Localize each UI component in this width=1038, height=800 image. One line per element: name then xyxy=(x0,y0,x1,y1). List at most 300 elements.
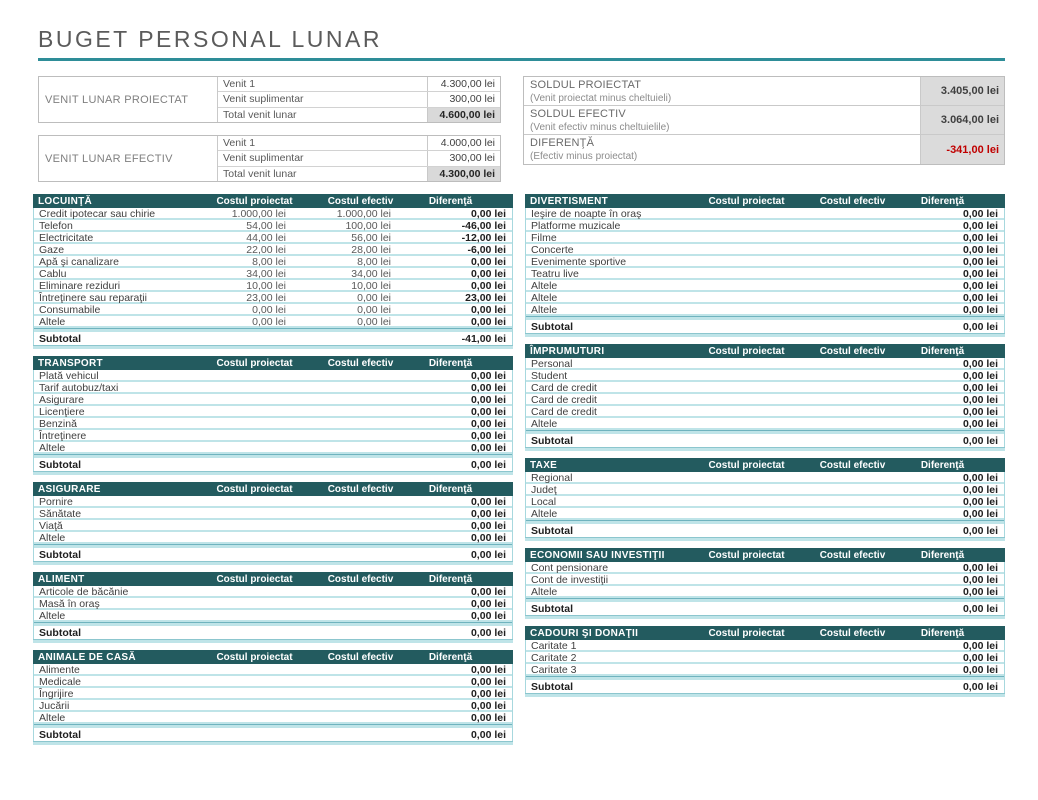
expense-row xyxy=(34,496,512,508)
expense-item-label: Altele xyxy=(39,316,66,328)
cell-difference: -6,00 lei xyxy=(467,244,506,256)
column-header-projected: Costul proiectat xyxy=(708,627,785,639)
income-value-cell[interactable]: 300,00 lei xyxy=(427,92,500,106)
balance-summary-box xyxy=(523,76,1005,165)
income-row xyxy=(218,151,500,166)
cell-projected[interactable]: 34,00 lei xyxy=(246,268,286,280)
summary-titles xyxy=(524,77,920,105)
expense-row xyxy=(526,652,1004,664)
expense-row xyxy=(526,394,1004,406)
cell-projected[interactable]: 10,00 lei xyxy=(246,280,286,292)
summary-titles xyxy=(524,135,920,164)
subtotal-label: Subtotal xyxy=(39,728,81,741)
expense-item-label: Concerte xyxy=(531,244,574,256)
expense-item-label: Electricitate xyxy=(39,232,94,244)
cell-difference: 0,00 lei xyxy=(470,316,506,328)
column-header-projected: Costul proiectat xyxy=(216,357,293,369)
expense-table-header xyxy=(525,344,1005,358)
expense-row xyxy=(526,472,1004,484)
subtotal-row xyxy=(526,320,1004,333)
column-header-actual: Costul efectiv xyxy=(327,573,394,585)
subtotal-row xyxy=(34,458,512,471)
expense-row xyxy=(526,496,1004,508)
expense-row xyxy=(34,520,512,532)
expense-table-body xyxy=(33,370,513,471)
cell-difference: 0,00 lei xyxy=(962,664,998,676)
expense-item-label: Altele xyxy=(531,586,558,598)
subtotal-row xyxy=(526,434,1004,447)
column-header-actual: Costul efectiv xyxy=(327,357,394,369)
expense-item-label: Întreţinere xyxy=(39,430,87,442)
income-value-cell[interactable]: 300,00 lei xyxy=(427,151,500,165)
expense-row xyxy=(34,280,512,292)
cell-projected[interactable]: 54,00 lei xyxy=(246,220,286,232)
expense-row xyxy=(526,256,1004,268)
cell-difference: 0,00 lei xyxy=(962,652,998,664)
cell-difference: 0,00 lei xyxy=(962,256,998,268)
summary-titles xyxy=(524,106,920,134)
cell-difference: 0,00 lei xyxy=(470,256,506,268)
expense-row xyxy=(34,208,512,220)
cell-difference: 0,00 lei xyxy=(962,382,998,394)
column-header-actual: Costul efectiv xyxy=(819,459,886,471)
table-bottom-strip xyxy=(525,615,1005,619)
cell-difference: 0,00 lei xyxy=(470,496,506,508)
expense-row xyxy=(34,712,512,724)
expense-column-right xyxy=(525,194,1005,704)
column-header-actual: Costul efectiv xyxy=(819,345,886,357)
category-name: ALIMENT xyxy=(38,573,85,585)
column-header-projected: Costul proiectat xyxy=(216,651,293,663)
cell-difference: 0,00 lei xyxy=(470,370,506,382)
cell-difference: 0,00 lei xyxy=(470,304,506,316)
expense-table xyxy=(525,626,1005,697)
cell-difference: 0,00 lei xyxy=(470,280,506,292)
cell-difference: 0,00 lei xyxy=(962,304,998,316)
column-header-projected: Costul proiectat xyxy=(216,195,293,207)
cell-difference: 0,00 lei xyxy=(470,394,506,406)
expense-row xyxy=(34,292,512,304)
column-header-actual: Costul efectiv xyxy=(327,195,394,207)
expense-row xyxy=(34,532,512,544)
cell-actual[interactable]: 100,00 lei xyxy=(345,220,391,232)
subtotal-label: Subtotal xyxy=(531,320,573,333)
cell-difference: 0,00 lei xyxy=(962,574,998,586)
column-header-difference: Diferenţă xyxy=(920,627,965,639)
expense-row xyxy=(526,292,1004,304)
expense-item-label: Local xyxy=(531,496,557,508)
expense-row xyxy=(34,610,512,622)
cell-actual[interactable]: 0,00 lei xyxy=(357,304,391,316)
expense-row xyxy=(34,664,512,676)
income-total-value: 4.600,00 lei xyxy=(427,108,500,122)
expense-item-label: Altele xyxy=(531,418,558,430)
expense-table-header xyxy=(33,482,513,496)
expense-table-body xyxy=(525,358,1005,447)
income-rows xyxy=(218,77,500,122)
income-row xyxy=(218,77,500,92)
expense-item-label: Apă şi canalizare xyxy=(39,256,119,268)
category-name: CADOURI ŞI DONAŢII xyxy=(530,627,639,639)
cell-difference: 0,00 lei xyxy=(962,370,998,382)
expense-item-label: Card de credit xyxy=(531,382,597,394)
expense-item-label: Evenimente sportive xyxy=(531,256,627,268)
expense-row xyxy=(34,688,512,700)
summary-subtitle: (Venit efectiv minus cheltuielile) xyxy=(530,121,670,133)
expense-item-label: Ieşire de noapte în oraş xyxy=(531,208,642,220)
expense-row xyxy=(526,244,1004,256)
category-name: ANIMALE DE CASĂ xyxy=(38,651,136,663)
subtotal-label: Subtotal xyxy=(531,602,573,615)
income-total-value: 4.300,00 lei xyxy=(427,167,500,181)
subtotal-row xyxy=(526,524,1004,537)
cell-difference: 0,00 lei xyxy=(962,484,998,496)
expense-row xyxy=(526,562,1004,574)
subtotal-row xyxy=(526,680,1004,693)
expense-item-label: Masă în oraş xyxy=(39,598,100,610)
table-bottom-strip xyxy=(33,561,513,565)
category-name: LOCUINŢĂ xyxy=(38,195,93,207)
cell-difference: 0,00 lei xyxy=(962,496,998,508)
expense-table xyxy=(525,194,1005,337)
income-box-projected xyxy=(38,76,501,123)
subtotal-row xyxy=(34,728,512,741)
subtotal-difference: 0,00 lei xyxy=(470,548,506,561)
expense-row xyxy=(34,442,512,454)
expense-row xyxy=(34,244,512,256)
table-bottom-strip xyxy=(525,333,1005,337)
expense-row xyxy=(526,406,1004,418)
table-bottom-strip xyxy=(33,345,513,349)
cell-difference: 0,00 lei xyxy=(470,598,506,610)
cell-projected[interactable]: 22,00 lei xyxy=(246,244,286,256)
cell-difference: 0,00 lei xyxy=(470,688,506,700)
cell-actual[interactable]: 0,00 lei xyxy=(357,316,391,328)
expense-row xyxy=(34,256,512,268)
expense-item-label: Consumabile xyxy=(39,304,101,316)
expense-item-label: Eliminare reziduri xyxy=(39,280,121,292)
income-row-label: Venit 1 xyxy=(223,78,256,91)
expense-item-label: Altele xyxy=(39,442,66,454)
expense-row xyxy=(34,268,512,280)
cell-difference: 0,00 lei xyxy=(962,220,998,232)
cell-difference: 0,00 lei xyxy=(470,382,506,394)
category-name: TAXE xyxy=(530,459,558,471)
cell-difference: 0,00 lei xyxy=(962,586,998,598)
expense-item-label: Altele xyxy=(531,280,558,292)
expense-tables-section xyxy=(33,194,1005,752)
expense-item-label: Sănătate xyxy=(39,508,82,520)
column-header-difference: Diferenţă xyxy=(428,357,473,369)
income-row-label: Venit suplimentar xyxy=(223,93,304,106)
cell-difference: 0,00 lei xyxy=(962,640,998,652)
cell-actual[interactable]: 10,00 lei xyxy=(351,280,391,292)
expense-row xyxy=(526,358,1004,370)
subtotal-difference: 0,00 lei xyxy=(962,320,998,333)
expense-table-header xyxy=(525,626,1005,640)
expense-row xyxy=(34,232,512,244)
cell-difference: 0,00 lei xyxy=(470,532,506,544)
expense-item-label: Altele xyxy=(531,304,558,316)
table-bottom-strip xyxy=(525,447,1005,451)
expense-item-label: Personal xyxy=(531,358,573,370)
expense-table xyxy=(33,482,513,565)
expense-row xyxy=(526,304,1004,316)
expense-item-label: Gaze xyxy=(39,244,65,256)
expense-table xyxy=(525,458,1005,541)
expense-row xyxy=(34,508,512,520)
income-rows xyxy=(218,136,500,181)
cell-difference: 0,00 lei xyxy=(962,406,998,418)
summary-row xyxy=(524,77,1004,106)
title-rule xyxy=(38,58,1005,61)
cell-actual[interactable]: 1.000,00 lei xyxy=(336,208,391,220)
expense-row xyxy=(34,220,512,232)
cell-difference: 0,00 lei xyxy=(470,268,506,280)
cell-difference: -46,00 lei xyxy=(461,220,506,232)
subtotal-row xyxy=(34,332,512,345)
cell-actual[interactable]: 8,00 lei xyxy=(357,256,391,268)
column-header-difference: Diferenţă xyxy=(428,651,473,663)
expense-row xyxy=(526,280,1004,292)
expense-table-header xyxy=(33,194,513,208)
expense-item-label: Altele xyxy=(39,712,66,724)
page-title: BUGET PERSONAL LUNAR xyxy=(38,26,382,52)
cell-actual[interactable]: 34,00 lei xyxy=(351,268,391,280)
cell-actual[interactable]: 28,00 lei xyxy=(351,244,391,256)
category-name: TRANSPORT xyxy=(38,357,103,369)
expense-table-body xyxy=(525,562,1005,615)
subtotal-row xyxy=(526,602,1004,615)
expense-item-label: Viaţă xyxy=(39,520,63,532)
expense-table-header xyxy=(525,548,1005,562)
subtotal-label: Subtotal xyxy=(39,458,81,471)
summary-title: DIFERENŢĂ xyxy=(530,137,595,149)
cell-projected[interactable]: 0,00 lei xyxy=(252,304,286,316)
category-name: DIVERTISMENT xyxy=(530,195,609,207)
cell-actual[interactable]: 56,00 lei xyxy=(351,232,391,244)
expense-row xyxy=(526,382,1004,394)
income-row xyxy=(218,136,500,151)
expense-item-label: Tarif autobuz/taxi xyxy=(39,382,119,394)
income-row-label: Total venit lunar xyxy=(223,167,297,180)
cell-difference: 0,00 lei xyxy=(470,700,506,712)
cell-difference: 0,00 lei xyxy=(470,406,506,418)
expense-item-label: Îngrijire xyxy=(39,688,74,700)
expense-item-label: Altele xyxy=(531,508,558,520)
expense-table-header xyxy=(525,458,1005,472)
expense-item-label: Credit ipotecar sau chirie xyxy=(39,208,156,220)
expense-row xyxy=(34,700,512,712)
expense-item-label: Pornire xyxy=(39,496,73,508)
expense-table-header xyxy=(525,194,1005,208)
column-header-projected: Costul proiectat xyxy=(708,459,785,471)
expense-table xyxy=(525,548,1005,619)
cell-difference: 0,00 lei xyxy=(962,232,998,244)
expense-item-label: Asigurare xyxy=(39,394,84,406)
cell-projected[interactable]: 1.000,00 lei xyxy=(231,208,286,220)
subtotal-difference: 0,00 lei xyxy=(962,434,998,447)
expense-item-label: Alimente xyxy=(39,664,80,676)
column-header-difference: Diferenţă xyxy=(920,549,965,561)
column-header-actual: Costul efectiv xyxy=(819,627,886,639)
expense-table-header xyxy=(33,356,513,370)
expense-row xyxy=(526,418,1004,430)
category-name: ECONOMII SAU INVESTIŢII xyxy=(530,549,665,561)
expense-row xyxy=(34,304,512,316)
summary-value: -341,00 lei xyxy=(920,135,1004,164)
expense-item-label: Card de credit xyxy=(531,406,597,418)
expense-row xyxy=(34,316,512,328)
expense-row xyxy=(526,220,1004,232)
column-header-projected: Costul proiectat xyxy=(708,549,785,561)
column-header-difference: Diferenţă xyxy=(920,345,965,357)
cell-difference: 0,00 lei xyxy=(470,508,506,520)
expense-table-body xyxy=(525,640,1005,693)
income-box-title: VENIT LUNAR PROIECTAT xyxy=(39,77,218,122)
income-value-cell[interactable]: 4.300,00 lei xyxy=(427,77,500,91)
table-bottom-strip xyxy=(33,639,513,643)
expense-table xyxy=(525,344,1005,451)
cell-projected[interactable]: 44,00 lei xyxy=(246,232,286,244)
column-header-actual: Costul efectiv xyxy=(819,549,886,561)
expense-row xyxy=(526,370,1004,382)
cell-difference: 0,00 lei xyxy=(470,676,506,688)
cell-difference: 0,00 lei xyxy=(962,562,998,574)
expense-item-label: Caritate 3 xyxy=(531,664,577,676)
expense-item-label: Cont pensionare xyxy=(531,562,609,574)
expense-table xyxy=(33,572,513,643)
cell-difference: 0,00 lei xyxy=(962,208,998,220)
expense-table-body xyxy=(33,664,513,741)
expense-item-label: Caritate 2 xyxy=(531,652,577,664)
expense-item-label: Jucării xyxy=(39,700,70,712)
expense-item-label: Card de credit xyxy=(531,394,597,406)
expense-item-label: Caritate 1 xyxy=(531,640,577,652)
subtotal-label: Subtotal xyxy=(531,680,573,693)
cell-difference: 0,00 lei xyxy=(962,244,998,256)
expense-row xyxy=(526,208,1004,220)
expense-row xyxy=(526,508,1004,520)
cell-projected[interactable]: 8,00 lei xyxy=(252,256,286,268)
expense-table xyxy=(33,194,513,349)
income-summary-section xyxy=(38,76,1005,182)
expense-column-left xyxy=(33,194,513,752)
subtotal-difference: 0,00 lei xyxy=(962,602,998,615)
expense-item-label: Platforme muzicale xyxy=(531,220,621,232)
cell-difference: 0,00 lei xyxy=(962,268,998,280)
expense-row xyxy=(34,676,512,688)
expense-item-label: Telefon xyxy=(39,220,73,232)
cell-difference: 0,00 lei xyxy=(470,520,506,532)
expense-item-label: Filme xyxy=(531,232,557,244)
expense-item-label: Plată vehicul xyxy=(39,370,99,382)
cell-difference: 0,00 lei xyxy=(470,442,506,454)
summary-title: SOLDUL PROIECTAT xyxy=(530,79,642,91)
expense-row xyxy=(526,664,1004,676)
summary-value: 3.405,00 lei xyxy=(920,77,1004,105)
summary-title: SOLDUL EFECTIV xyxy=(530,108,626,120)
income-row xyxy=(218,92,500,107)
cell-difference: 0,00 lei xyxy=(962,418,998,430)
column-header-difference: Diferenţă xyxy=(920,459,965,471)
cell-actual[interactable]: 0,00 lei xyxy=(357,292,391,304)
cell-difference: 0,00 lei xyxy=(470,208,506,220)
table-bottom-strip xyxy=(525,537,1005,541)
cell-difference: 0,00 lei xyxy=(470,712,506,724)
expense-item-label: Cont de investiţii xyxy=(531,574,609,586)
expense-table-header xyxy=(33,572,513,586)
table-bottom-strip xyxy=(33,471,513,475)
expense-row xyxy=(526,484,1004,496)
summary-row xyxy=(524,106,1004,135)
expense-item-label: Întreţinere sau reparaţii xyxy=(39,292,147,304)
income-total-row xyxy=(218,167,500,181)
expense-row xyxy=(34,430,512,442)
expense-item-label: Regional xyxy=(531,472,573,484)
income-row-label: Venit suplimentar xyxy=(223,152,304,165)
cell-difference: 0,00 lei xyxy=(470,610,506,622)
column-header-difference: Diferenţă xyxy=(428,195,473,207)
summary-subtitle: (Venit proiectat minus cheltuieli) xyxy=(530,92,672,104)
column-header-difference: Diferenţă xyxy=(920,195,965,207)
cell-difference: 0,00 lei xyxy=(962,394,998,406)
category-name: ASIGURARE xyxy=(38,483,101,495)
expense-row xyxy=(34,394,512,406)
column-header-projected: Costul proiectat xyxy=(708,195,785,207)
table-bottom-strip xyxy=(33,741,513,745)
expense-row xyxy=(34,370,512,382)
expense-table-body xyxy=(525,472,1005,537)
table-bottom-strip xyxy=(525,693,1005,697)
expense-row xyxy=(34,406,512,418)
expense-table-body xyxy=(33,208,513,345)
cell-difference: 23,00 lei xyxy=(465,292,506,304)
expense-item-label: Teatru live xyxy=(531,268,579,280)
expense-table-body xyxy=(33,586,513,639)
cell-difference: 0,00 lei xyxy=(962,358,998,370)
income-value-cell[interactable]: 4.000,00 lei xyxy=(427,136,500,150)
expense-row xyxy=(526,268,1004,280)
expense-table-header xyxy=(33,650,513,664)
income-row-label: Total venit lunar xyxy=(223,108,297,121)
expense-item-label: Articole de băcănie xyxy=(39,586,129,598)
subtotal-row xyxy=(34,626,512,639)
subtotal-difference: 0,00 lei xyxy=(470,458,506,471)
summary-value: 3.064,00 lei xyxy=(920,106,1004,134)
expense-item-label: Licenţiere xyxy=(39,406,85,418)
column-header-actual: Costul efectiv xyxy=(327,483,394,495)
subtotal-label: Subtotal xyxy=(531,524,573,537)
income-row-label: Venit 1 xyxy=(223,137,256,150)
expense-row xyxy=(526,586,1004,598)
expense-table-body xyxy=(33,496,513,561)
cell-projected[interactable]: 23,00 lei xyxy=(246,292,286,304)
cell-projected[interactable]: 0,00 lei xyxy=(252,316,286,328)
subtotal-difference: 0,00 lei xyxy=(962,680,998,693)
summary-row xyxy=(524,135,1004,164)
subtotal-difference: 0,00 lei xyxy=(470,626,506,639)
cell-difference: 0,00 lei xyxy=(962,292,998,304)
cell-difference: 0,00 lei xyxy=(470,418,506,430)
subtotal-difference: -41,00 lei xyxy=(461,332,506,345)
income-total-row xyxy=(218,108,500,122)
expense-item-label: Benzină xyxy=(39,418,77,430)
expense-item-label: Cablu xyxy=(39,268,67,280)
expense-item-label: Altele xyxy=(531,292,558,304)
subtotal-label: Subtotal xyxy=(39,548,81,561)
subtotal-difference: 0,00 lei xyxy=(470,728,506,741)
